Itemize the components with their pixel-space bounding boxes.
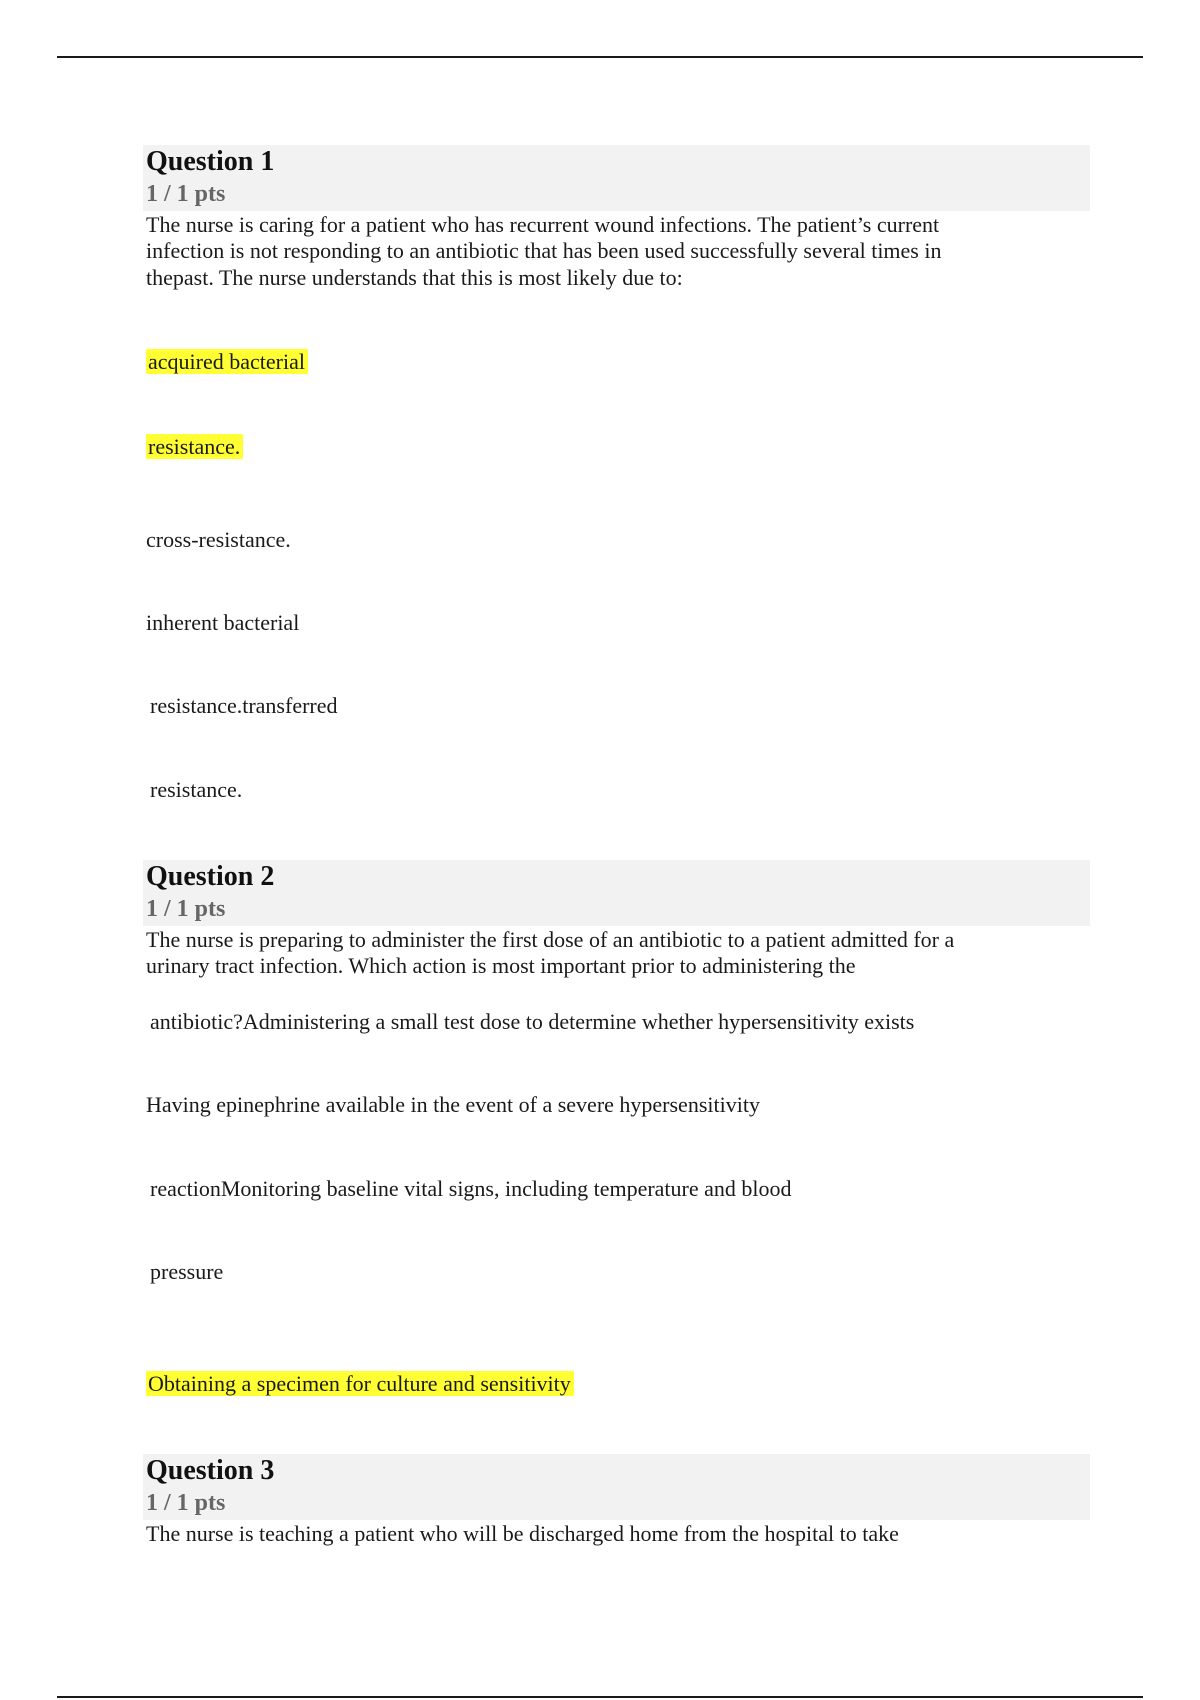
question-2-option[interactable]: antibiotic?Administering a small test dose to determine whether hypersensitivity exists <box>150 1009 915 1034</box>
question-1-prompt-line: thepast. The nurse understands that this is most likely due to: <box>146 265 683 290</box>
question-1-points: 1 / 1 pts <box>146 181 226 207</box>
answer-highlight: Obtaining a specimen for culture and sensitivity <box>146 1371 574 1396</box>
question-2-option[interactable]: reactionMonitoring baseline vital signs, including temperature and blood <box>150 1176 792 1201</box>
answer-highlight: resistance. <box>146 434 243 459</box>
page-top-rule <box>57 56 1143 58</box>
question-2-points: 1 / 1 pts <box>146 896 226 922</box>
question-2-option[interactable]: pressure <box>150 1259 224 1284</box>
question-1-prompt-line: The nurse is caring for a patient who has recurrent wound infections. The patient’s current <box>146 212 940 237</box>
question-1-option[interactable] <box>146 347 308 377</box>
page-bottom-rule <box>57 1696 1143 1698</box>
question-3-header <box>143 1454 1090 1520</box>
question-1-option[interactable]: resistance. <box>150 777 243 802</box>
question-2-prompt-line: urinary tract infection. Which action is most important prior to administering the <box>146 953 856 978</box>
answer-highlight: acquired bacterial <box>146 349 308 374</box>
question-3-title: Question 3 <box>146 1455 275 1486</box>
question-2-option[interactable]: Having epinephrine available in the event of a severe hypersensitivity <box>146 1092 760 1117</box>
question-1-option[interactable]: cross-resistance. <box>146 527 291 552</box>
question-1-header <box>143 145 1090 211</box>
question-1-prompt-line: infection is not responding to an antibiotic that has been used successfully several times in <box>146 238 942 263</box>
question-3-prompt-line: The nurse is teaching a patient who will be discharged home from the hospital to take <box>146 1521 899 1546</box>
question-2-title: Question 2 <box>146 861 275 892</box>
question-3-points: 1 / 1 pts <box>146 1490 226 1516</box>
question-2-header <box>143 860 1090 926</box>
question-1-option[interactable]: resistance.transferred <box>150 693 338 718</box>
question-1-option[interactable] <box>146 432 243 462</box>
question-2-prompt-line: The nurse is preparing to administer the first dose of an antibiotic to a patient admitted for a <box>146 927 955 952</box>
question-1-title: Question 1 <box>146 146 275 177</box>
question-1-option[interactable]: inherent bacterial <box>146 610 300 635</box>
question-2-option[interactable] <box>146 1369 574 1399</box>
